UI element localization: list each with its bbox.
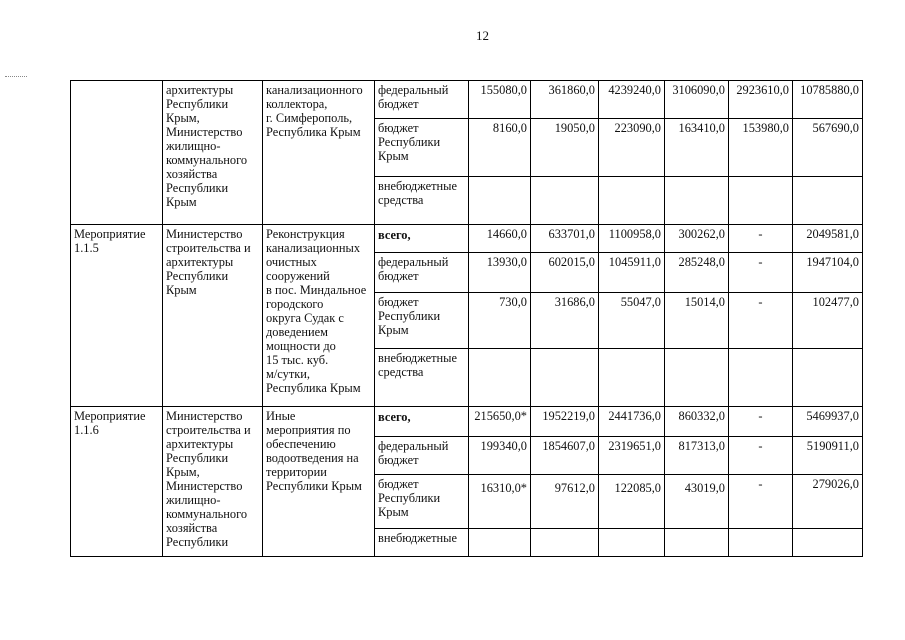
value-cell: [599, 529, 665, 557]
funding-source-cell: всего,: [375, 407, 469, 437]
value-cell: 55047,0: [599, 293, 665, 349]
value-cell: 860332,0: [665, 407, 729, 437]
value-cell: 1854607,0: [531, 437, 599, 475]
funding-source-cell: бюджет Республики Крым: [375, 293, 469, 349]
value-cell: [531, 177, 599, 225]
value-cell: 223090,0: [599, 119, 665, 177]
value-cell: 2441736,0: [599, 407, 665, 437]
value-cell: [469, 177, 531, 225]
description-cell: Иные мероприятия по обеспечению водоотведения на территории Республики Крым: [263, 407, 375, 557]
value-cell: 1100958,0: [599, 225, 665, 253]
value-cell: [729, 177, 793, 225]
funding-source-cell: всего,: [375, 225, 469, 253]
value-cell: 43019,0: [665, 475, 729, 529]
executor-cell: архитектуры Республики Крым, Министерство жилищно- коммунального хозяйства Республики Крым: [163, 81, 263, 225]
value-cell: [665, 349, 729, 407]
total-cell: [793, 349, 863, 407]
funding-source-cell: федеральный бюджет: [375, 437, 469, 475]
funding-source-cell: федеральный бюджет: [375, 253, 469, 293]
total-cell: 2049581,0: [793, 225, 863, 253]
executor-cell: Министерство строительства и архитектуры Республики Крым, Министерство жилищно- коммунального хозяйства Республики: [163, 407, 263, 557]
value-cell: 633701,0: [531, 225, 599, 253]
value-cell: 817313,0: [665, 437, 729, 475]
value-cell: 13930,0: [469, 253, 531, 293]
value-cell: 2319651,0: [599, 437, 665, 475]
funding-source-cell: внебюджетные: [375, 529, 469, 557]
total-cell: 279026,0: [793, 475, 863, 529]
value-cell: 2923610,0: [729, 81, 793, 119]
description-cell: канализационного коллектора, г. Симферополь, Республика Крым: [263, 81, 375, 225]
value-cell: -: [729, 225, 793, 253]
total-cell: 5469937,0: [793, 407, 863, 437]
event-cell: Мероприятие 1.1.5: [71, 225, 163, 407]
value-cell: 163410,0: [665, 119, 729, 177]
value-cell: 199340,0: [469, 437, 531, 475]
value-cell: [729, 529, 793, 557]
total-cell: 102477,0: [793, 293, 863, 349]
value-cell: [469, 529, 531, 557]
value-cell: [531, 349, 599, 407]
funding-source-cell: федеральный бюджет: [375, 81, 469, 119]
value-cell: 15014,0: [665, 293, 729, 349]
funding-source-cell: внебюджетные средства: [375, 349, 469, 407]
value-cell: 122085,0: [599, 475, 665, 529]
value-cell: 1952219,0: [531, 407, 599, 437]
value-cell: 300262,0: [665, 225, 729, 253]
value-cell: 16310,0*: [469, 475, 531, 529]
value-cell: 285248,0: [665, 253, 729, 293]
value-cell: -: [729, 253, 793, 293]
funding-source-cell: бюджет Республики Крым: [375, 475, 469, 529]
value-cell: 19050,0: [531, 119, 599, 177]
table-row: [71, 225, 863, 253]
value-cell: [665, 529, 729, 557]
value-cell: [729, 349, 793, 407]
funding-source-cell: бюджет Республики Крым: [375, 119, 469, 177]
value-cell: 215650,0*: [469, 407, 531, 437]
value-cell: 8160,0: [469, 119, 531, 177]
value-cell: -: [729, 407, 793, 437]
total-cell: [793, 177, 863, 225]
description-cell: Реконструкция канализационных очистных сооружений в пос. Миндальное городского округа Судак с доведением мощности до 15 тыс. куб. м/сутки, Республика Крым: [263, 225, 375, 407]
executor-cell: Министерство строительства и архитектуры Республики Крым: [163, 225, 263, 407]
total-cell: 1947104,0: [793, 253, 863, 293]
value-cell: 97612,0: [531, 475, 599, 529]
funding-source-cell: внебюджетные средства: [375, 177, 469, 225]
table-row: [71, 407, 863, 437]
scan-artifact: [5, 76, 27, 78]
value-cell: 602015,0: [531, 253, 599, 293]
page-number: 12: [476, 28, 489, 43]
value-cell: 730,0: [469, 293, 531, 349]
table-row: [71, 81, 863, 119]
value-cell: 361860,0: [531, 81, 599, 119]
value-cell: -: [729, 475, 793, 529]
value-cell: [469, 349, 531, 407]
funding-table: [70, 80, 863, 557]
value-cell: 1045911,0: [599, 253, 665, 293]
total-cell: 5190911,0: [793, 437, 863, 475]
value-cell: 155080,0: [469, 81, 531, 119]
value-cell: 153980,0: [729, 119, 793, 177]
value-cell: 3106090,0: [665, 81, 729, 119]
value-cell: [665, 177, 729, 225]
total-cell: [793, 529, 863, 557]
value-cell: 4239240,0: [599, 81, 665, 119]
event-cell: Мероприятие 1.1.6: [71, 407, 163, 557]
total-cell: 10785880,0: [793, 81, 863, 119]
value-cell: -: [729, 437, 793, 475]
value-cell: [599, 177, 665, 225]
event-cell: [71, 81, 163, 225]
value-cell: -: [729, 293, 793, 349]
value-cell: 31686,0: [531, 293, 599, 349]
total-cell: 567690,0: [793, 119, 863, 177]
value-cell: [531, 529, 599, 557]
value-cell: [599, 349, 665, 407]
value-cell: 14660,0: [469, 225, 531, 253]
